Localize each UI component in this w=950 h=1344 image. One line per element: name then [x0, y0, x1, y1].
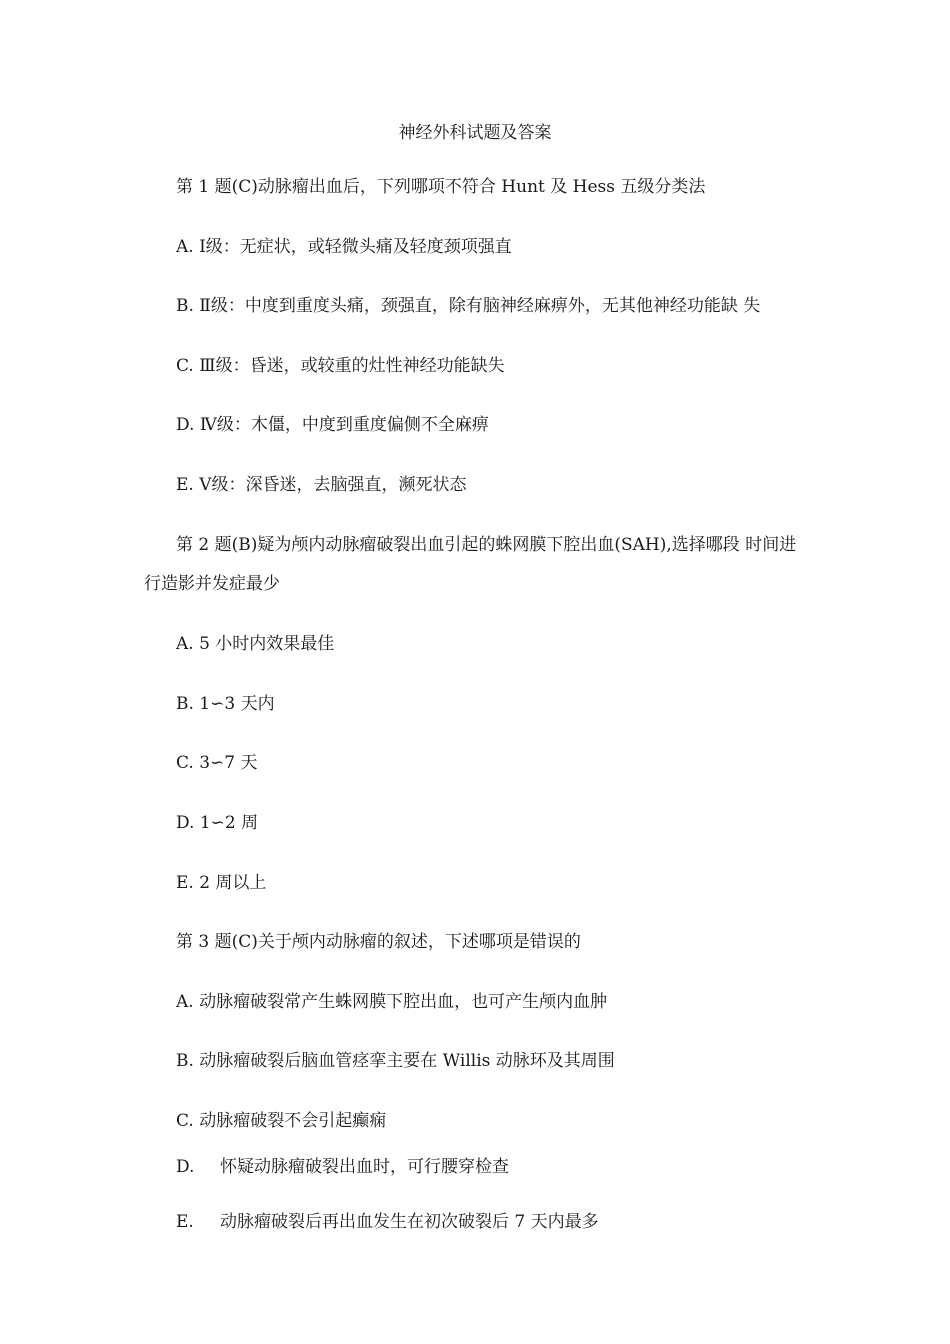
question-3-option-a: A. 动脉瘤破裂常产生蛛网膜下腔出血，也可产生颅内血肿 — [176, 992, 608, 1012]
question-2-option-b: B. 1∽3 天内 — [176, 694, 275, 714]
question-2-option-a: A. 5 小时内效果最佳 — [176, 634, 335, 654]
question-3-option-d — [176, 1156, 509, 1178]
question-3-option-c: C. 动脉瘤破裂不会引起癫痫 — [176, 1111, 387, 1131]
question-3-option-d-label: D. — [176, 1157, 195, 1177]
question-1-option-c: C. Ⅲ级：昏迷，或较重的灶性神经功能缺失 — [176, 356, 505, 376]
question-3-option-e-text: 动脉瘤破裂后再出血发生在初次破裂后 7 天内最多 — [220, 1212, 599, 1232]
question-1-stem: 第 1 题(C)动脉瘤出血后，下列哪项不符合 Hunt 及 Hess 五级分类法 — [176, 177, 706, 197]
question-1-option-e: E. Ⅴ级：深昏迷，去脑强直，濒死状态 — [176, 475, 467, 495]
question-3-option-b: B. 动脉瘤破裂后脑血管痉挛主要在 Willis 动脉环及其周围 — [176, 1051, 615, 1071]
question-1-option-a: A. Ⅰ级：无症状，或轻微头痛及轻度颈项强直 — [176, 237, 512, 257]
question-2-option-d: D. 1∽2 周 — [176, 813, 259, 833]
question-2-option-c: C. 3∽7 天 — [176, 753, 258, 773]
question-1-option-d: D. Ⅳ级：木僵，中度到重度偏侧不全麻痹 — [176, 415, 489, 435]
question-2-stem-line-1: 第 2 题(B)疑为颅内动脉瘤破裂出血引起的蛛网膜下腔出血(SAH),选择哪段 时间进 — [176, 535, 797, 555]
question-3-option-e — [176, 1211, 599, 1233]
document-title: 神经外科试题及答案 — [398, 123, 552, 143]
question-3-option-d-text: 怀疑动脉瘤破裂出血时，可行腰穿检查 — [220, 1157, 509, 1177]
question-3-stem: 第 3 题(C)关于颅内动脉瘤的叙述，下述哪项是错误的 — [176, 932, 581, 952]
question-1-option-b: B. Ⅱ级：中度到重度头痛，颈强直，除有脑神经麻痹外，无其他神经功能缺 失 — [176, 296, 761, 316]
question-3-option-e-label: E. — [176, 1212, 194, 1232]
question-2-stem-line-2: 行造影并发症最少 — [144, 574, 280, 594]
question-2-option-e: E. 2 周以上 — [176, 873, 267, 893]
